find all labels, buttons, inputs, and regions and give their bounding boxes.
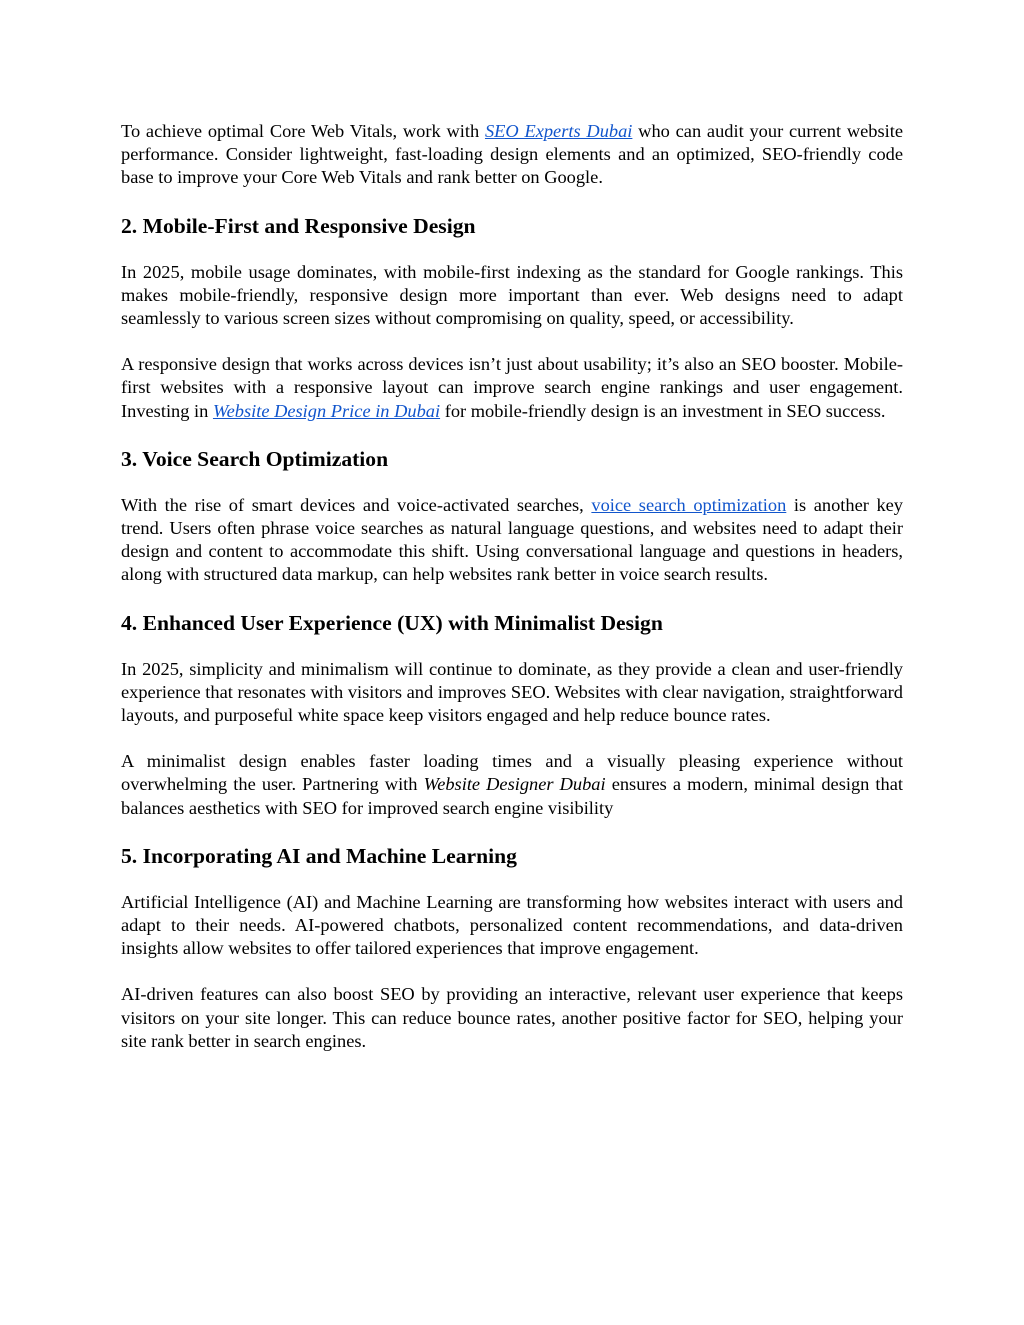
section-5-paragraph-2: AI-driven features can also boost SEO by providing an interactive, relevant user experience that keeps visitors on your site longer. This can reduce bounce rates, another positive factor for SEO, helping your site rank better in search engines. — [121, 984, 903, 1051]
section-3-p1-before: With the rise of smart devices and voice-activated searches, — [121, 494, 592, 515]
voice-search-optimization-link[interactable]: voice search optimization — [591, 494, 787, 515]
section-2-heading: 2. Mobile-First and Responsive Design — [121, 213, 476, 238]
section-4-p2-before: A minimalist design enables faster loading times and a visually pleasing experience without overwhelming the user. Partnering with — [121, 751, 903, 795]
website-design-price-link[interactable]: Website Design Price in Dubai — [212, 400, 441, 421]
section-4-p2-after: ensures a modern, minimal design that balances aesthetics with SEO for improved search engine visibility — [121, 774, 903, 818]
intro-text-before: To achieve optimal Core Web Vitals, work with — [121, 121, 485, 141]
document-page — [121, 120, 903, 1076]
section-4-paragraph-1: In 2025, simplicity and minimalism will continue to dominate, as they provide a clean and user-friendly experience that resonates with visitors and improves SEO. Websites with clear navigation, straightforward layouts, and purposeful white space keep visitors engaged and help reduce bounce rates. — [121, 658, 903, 726]
section-5-paragraph-1: Artificial Intelligence (AI) and Machine Learning are transforming how websites interact with users and adapt to their needs. AI-powered chatbots, personalized content recommendations, and data-driven insights allow websites to offer tailored experiences that improve engagement. — [121, 891, 903, 959]
section-3-p1-after: is another key trend. Users often phrase voice searches as natural language questions, and websites need to adapt their design and content to accommodate this shift. Using conversational language and questions in headers, along with structured data markup, can help websites rank better in voice search results. — [121, 494, 904, 585]
intro-text-after: who can audit your current website performance. Consider lightweight, fast-loading design elements and an optimized, SEO-friendly code base to improve your Core Web Vitals and rank better on Google. — [121, 121, 904, 188]
section-5-heading: 5. Incorporating AI and Machine Learning — [121, 843, 517, 868]
section-2-p2-after: for mobile-friendly design is an investment in SEO success. — [440, 400, 886, 421]
section-3-heading: 3. Voice Search Optimization — [121, 446, 389, 471]
section-4-paragraph-2 — [121, 750, 903, 820]
section-4-heading: 4. Enhanced User Experience (UX) with Minimalist Design — [121, 610, 663, 635]
seo-experts-dubai-link[interactable]: SEO Experts Dubai — [484, 121, 633, 141]
website-designer-dubai-emphasis: Website Designer Dubai — [423, 774, 606, 795]
section-2-p2-before: A responsive design that works across devices isn’t just about usability; it’s also an SEO booster. Mobile-first websites with a responsive layout can improve search engine rankings and user engagement. Investing in — [121, 354, 903, 421]
section-2-paragraph-1: In 2025, mobile usage dominates, with mobile-first indexing as the standard for Google rankings. This makes mobile-friendly, responsive design more important than ever. Web designs need to adapt seamlessly to various screen sizes without compromising on quality, speed, or accessibility. — [121, 261, 903, 329]
section-3-paragraph-1 — [121, 494, 903, 587]
intro-paragraph — [121, 120, 903, 190]
section-2-paragraph-2 — [121, 353, 903, 423]
